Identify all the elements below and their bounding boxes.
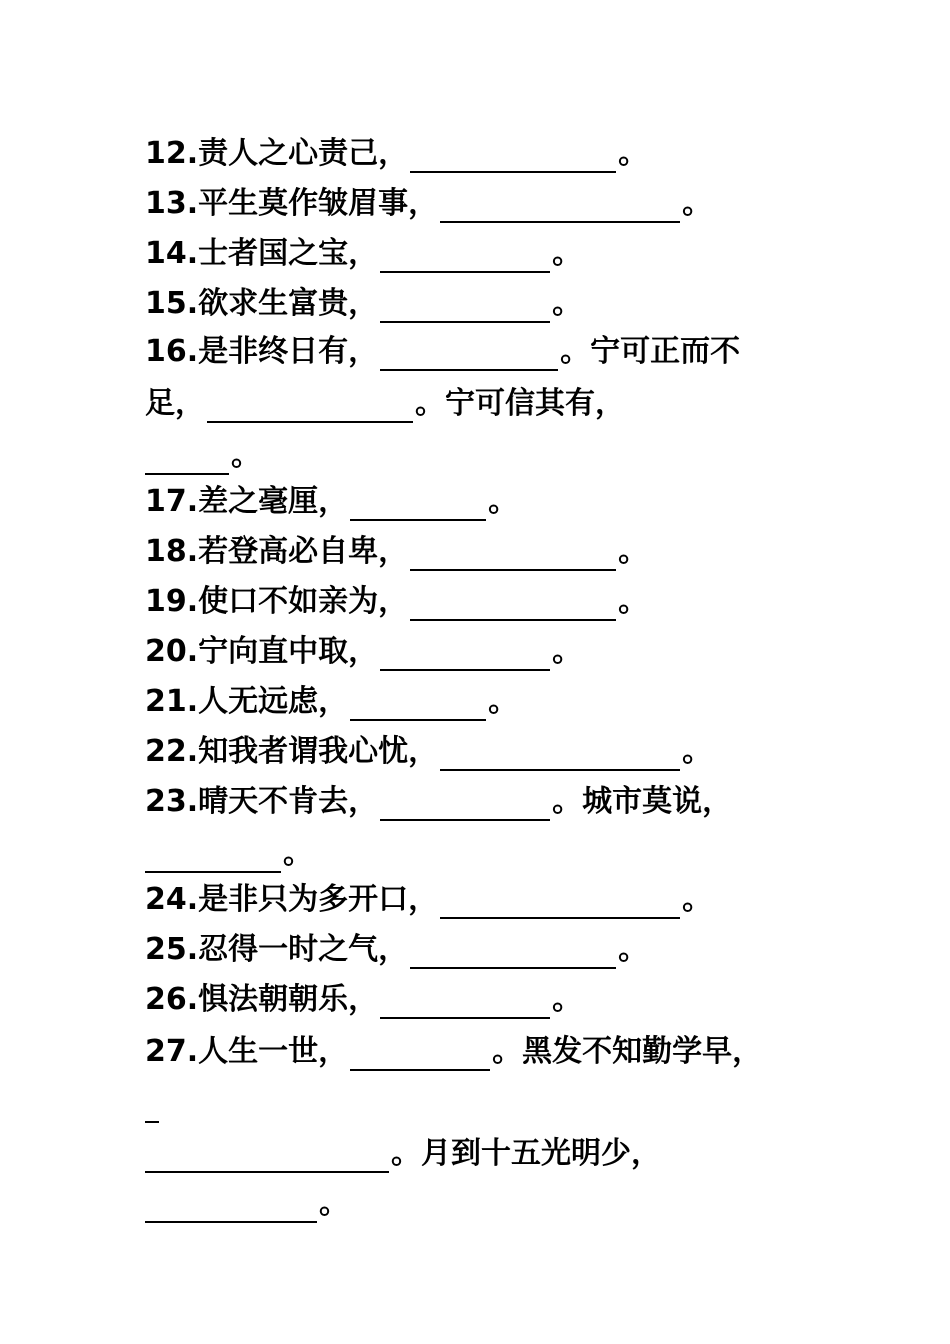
answer-blank[interactable] [380, 369, 558, 371]
answer-blank[interactable] [440, 917, 680, 919]
answer-blank[interactable] [410, 171, 616, 173]
item-text: 。黑发不知勤学早， [492, 1034, 763, 1069]
item-23 [145, 782, 732, 822]
item-prompt: 若登高必自卑， [198, 534, 409, 569]
item-number: 15. [145, 286, 199, 321]
answer-blank[interactable] [380, 669, 550, 671]
item-text: 。宁可信其有， [415, 386, 625, 421]
item-number: 20. [145, 634, 199, 669]
item-prompt: 忍得一时之气， [198, 932, 409, 967]
answer-blank[interactable] [380, 271, 550, 273]
item-27-cont [145, 1184, 349, 1224]
answer-blank[interactable] [440, 221, 680, 223]
item-prompt: 差之毫厘， [198, 484, 349, 519]
item-number: 21. [145, 684, 199, 719]
item-number: 24. [145, 882, 199, 917]
item-end: 。 [618, 932, 649, 967]
item-end: 。 [552, 634, 583, 669]
item-25 [145, 930, 648, 970]
item-15 [145, 284, 582, 324]
item-end: 。 [618, 534, 649, 569]
item-number: 27. [145, 1034, 199, 1069]
item-12 [145, 134, 648, 174]
item-end: 。 [618, 584, 649, 619]
item-16 [145, 332, 740, 372]
item-22 [145, 732, 712, 772]
item-number: 14. [145, 236, 199, 271]
item-19 [145, 582, 648, 622]
answer-blank[interactable] [410, 619, 616, 621]
item-number: 18. [145, 534, 199, 569]
answer-blank[interactable] [207, 421, 413, 423]
answer-blank[interactable] [350, 719, 486, 721]
item-prompt: 平生莫作皱眉事， [198, 186, 439, 221]
item-end: 。 [682, 882, 713, 917]
item-text: 。城市莫说， [552, 784, 733, 819]
answer-blank[interactable] [145, 473, 229, 475]
item-end: 。 [682, 186, 713, 221]
item-27-cont [145, 1084, 161, 1124]
item-number: 25. [145, 932, 199, 967]
answer-blank[interactable] [350, 519, 486, 521]
item-prompt: 使口不如亲为， [198, 584, 409, 619]
item-end: 。 [319, 1186, 349, 1221]
item-number: 19. [145, 584, 199, 619]
answer-blank[interactable] [410, 569, 616, 571]
item-number: 13. [145, 186, 199, 221]
item-26 [145, 980, 582, 1020]
item-number: 16. [145, 334, 199, 369]
item-end: 。 [552, 982, 583, 1017]
item-prompt: 人无远虑， [198, 684, 349, 719]
answer-blank[interactable] [145, 1121, 159, 1123]
item-17 [145, 482, 518, 522]
item-prompt: 惧法朝朝乐， [198, 982, 379, 1017]
item-27 [145, 1032, 762, 1072]
item-text: 足， [145, 386, 205, 421]
item-16-cont [145, 384, 625, 424]
answer-blank[interactable] [145, 871, 281, 873]
item-prompt: 责人之心责己， [198, 136, 409, 171]
answer-blank[interactable] [145, 1221, 317, 1223]
item-prompt: 晴天不肯去， [198, 784, 379, 819]
item-13 [145, 184, 712, 224]
answer-blank[interactable] [350, 1069, 490, 1071]
item-end: 。 [682, 734, 713, 769]
item-prompt: 人生一世， [198, 1034, 349, 1069]
item-21 [145, 682, 518, 722]
item-text: 。月到十五光明少， [391, 1136, 661, 1171]
item-number: 12. [145, 136, 199, 171]
item-end: 。 [618, 136, 649, 171]
item-prompt: 欲求生富贵， [198, 286, 379, 321]
item-number: 22. [145, 734, 199, 769]
item-18 [145, 532, 648, 572]
item-end: 。 [231, 438, 261, 473]
answer-blank[interactable] [380, 321, 550, 323]
item-14 [145, 234, 582, 274]
answer-blank[interactable] [380, 819, 550, 821]
item-23-cont [145, 834, 313, 874]
item-27-cont [145, 1134, 661, 1174]
item-prompt: 士者国之宝， [198, 236, 379, 271]
item-prompt: 宁向直中取， [198, 634, 379, 669]
item-24 [145, 880, 712, 920]
item-prompt: 是非只为多开口， [198, 882, 439, 917]
answer-blank[interactable] [440, 769, 680, 771]
item-end: 。 [488, 684, 519, 719]
item-number: 23. [145, 784, 199, 819]
answer-blank[interactable] [145, 1171, 389, 1173]
answer-blank[interactable] [380, 1017, 550, 1019]
item-end: 。 [283, 836, 313, 871]
item-end: 。 [552, 236, 583, 271]
item-text: 。宁可正而不 [560, 334, 741, 369]
item-number: 17. [145, 484, 199, 519]
item-prompt: 是非终日有， [198, 334, 379, 369]
answer-blank[interactable] [410, 967, 616, 969]
item-number: 26. [145, 982, 199, 1017]
item-20 [145, 632, 582, 672]
item-16-cont [145, 436, 261, 476]
item-prompt: 知我者谓我心忧， [198, 734, 439, 769]
item-end: 。 [552, 286, 583, 321]
item-end: 。 [488, 484, 519, 519]
